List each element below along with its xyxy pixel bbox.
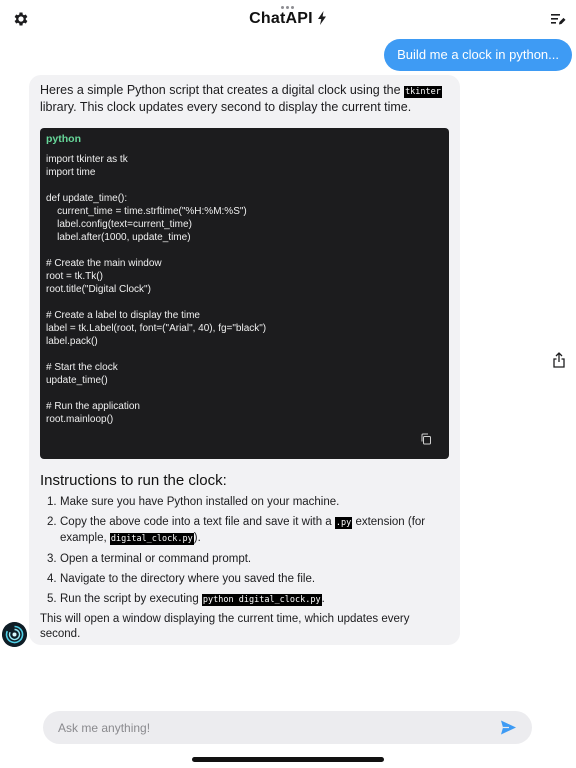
step-text: ). bbox=[193, 532, 201, 544]
title-area bbox=[0, 10, 576, 28]
step-text: Run the script by executing bbox=[60, 593, 202, 605]
home-indicator bbox=[192, 757, 384, 762]
send-icon[interactable] bbox=[500, 719, 517, 736]
app-title: ChatAPI bbox=[249, 10, 313, 27]
step-number: 5. bbox=[47, 593, 57, 605]
window-grabber[interactable] bbox=[281, 6, 294, 9]
step-text: Open a terminal or command prompt. bbox=[60, 553, 252, 565]
assistant-avatar bbox=[2, 622, 27, 647]
list-item bbox=[40, 515, 449, 547]
top-bar bbox=[0, 0, 576, 36]
user-message-bubble: Build me a clock in python... bbox=[384, 39, 572, 71]
list-item bbox=[40, 592, 449, 608]
intro-text-end: library. This clock updates every second to display the current time. bbox=[40, 100, 412, 114]
instructions-heading: Instructions to run the clock: bbox=[40, 472, 227, 489]
inline-code: .py bbox=[335, 518, 352, 528]
intro-text: Heres a simple Python script that creates a digital clock using the bbox=[40, 83, 405, 97]
list-item bbox=[40, 495, 449, 510]
step-number: 3. bbox=[47, 553, 57, 565]
list-item bbox=[40, 572, 449, 587]
message-input[interactable] bbox=[58, 711, 478, 744]
step-text: . bbox=[321, 593, 325, 605]
lightning-bolt-icon bbox=[317, 11, 327, 25]
code-language-label: python bbox=[46, 133, 81, 145]
inline-code: tkinter bbox=[405, 87, 441, 97]
step-text: Make sure you have Python installed on your machine. bbox=[60, 496, 340, 508]
assistant-intro bbox=[40, 83, 449, 115]
step-text: Navigate to the directory where you saved the file. bbox=[60, 573, 316, 585]
list-edit-icon[interactable] bbox=[550, 11, 566, 27]
inline-code: digital_clock.py bbox=[110, 534, 193, 544]
step-text: Copy the above code into a text file and save it with a bbox=[60, 516, 335, 528]
step-text: extension (for example, bbox=[60, 516, 426, 544]
inline-code: python digital_clock.py bbox=[202, 595, 321, 605]
message-input-bar bbox=[43, 711, 532, 744]
share-icon[interactable] bbox=[552, 352, 566, 368]
list-item bbox=[40, 552, 449, 567]
assistant-message-bubble bbox=[29, 75, 460, 645]
copy-icon[interactable] bbox=[420, 433, 432, 445]
code-block bbox=[40, 128, 449, 459]
instruction-steps bbox=[40, 495, 449, 608]
step-number: 1. bbox=[47, 496, 57, 508]
step-number: 2. bbox=[47, 516, 57, 528]
step-number: 4. bbox=[47, 573, 57, 585]
openai-logo-icon bbox=[2, 622, 27, 647]
assistant-outro: This will open a window displaying the current time, which updates every second. bbox=[40, 613, 410, 640]
code-content[interactable]: import tkinter as tk import time def update_time(): current_time = time.strftime("%H:%M:%S") label.config(text=current_time) label.after(1000, update_time) # Create the main window root = tk.Tk() root.title("Digital Clock") # Create a label to display the time label = tk.Label(root, font=("Arial", 40), fg="black") label.pack() # Start the clock update_time() # Run the application root.mainloop() bbox=[46, 154, 267, 425]
